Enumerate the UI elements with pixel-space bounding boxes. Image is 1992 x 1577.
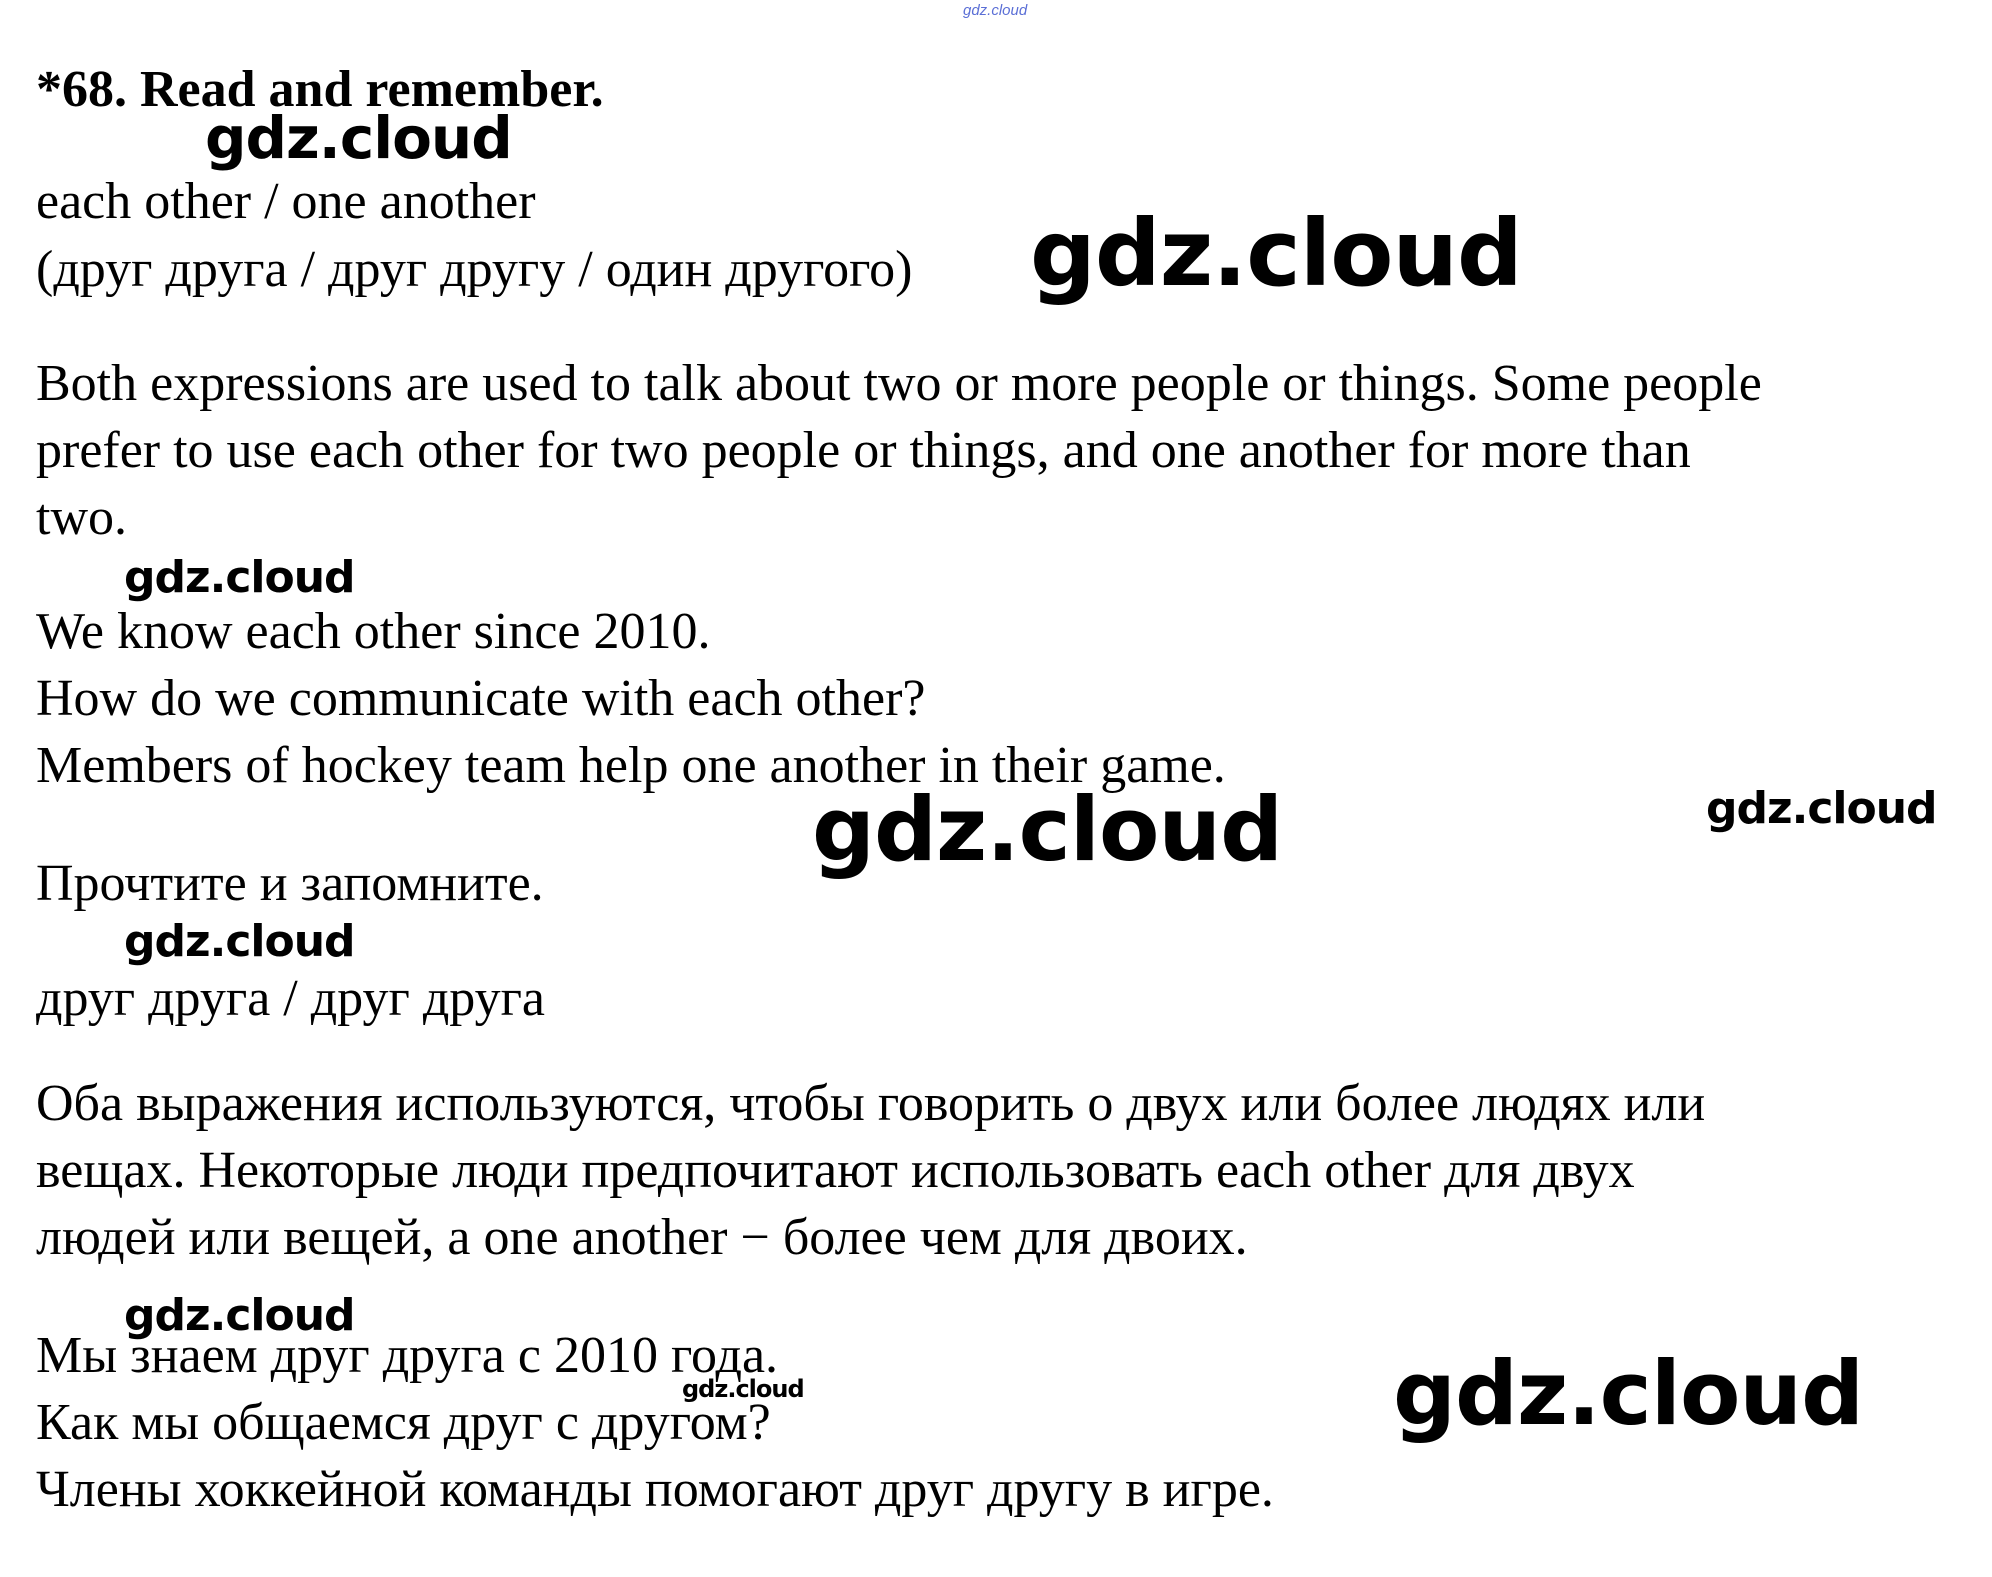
explanation-english [36, 350, 1981, 551]
watermark: gdz.cloud [812, 778, 1283, 881]
example-russian: Мы знаем друг друга с 2010 года. [36, 1327, 779, 1384]
watermark: gdz.cloud [1030, 200, 1522, 307]
explanation-russian-line: вещах. Некоторые люди предпочитают использовать each other для двух [36, 1142, 1635, 1199]
explanation-english-line: prefer to use each other for two people or things, and one another for more than [36, 422, 1691, 479]
watermark: gdz.cloud [124, 1290, 355, 1341]
translation-heading: Прочтите и запомните. [36, 855, 544, 912]
expression-translation: друг друга / друг друга [36, 970, 546, 1027]
watermark: gdz.cloud [124, 916, 355, 967]
watermark: gdz.cloud [124, 552, 355, 603]
example-russian: Члены хоккейной команды помогают друг другу в игре. [36, 1461, 1274, 1518]
examples-english [36, 598, 1981, 799]
exercise-heading: *68. Read and remember. [36, 61, 604, 118]
example-english: Members of hockey team help one another in their game. [36, 737, 1226, 794]
explanation-russian-line: Оба выражения используются, чтобы говорить о двух или более людях или [36, 1075, 1706, 1132]
watermark: gdz.cloud [682, 1375, 804, 1403]
explanation-russian-line: людей или вещей, а one another − более чем для двоих. [36, 1209, 1248, 1266]
expression-english: each other / one another [36, 173, 536, 230]
example-english: How do we communicate with each other? [36, 670, 926, 727]
explanation-russian [36, 1070, 1981, 1271]
explanation-english-line: two. [36, 489, 127, 546]
explanation-english-line: Both expressions are used to talk about two or more people or things. Some people [36, 355, 1762, 412]
expression-russian: (друг друга / друг другу / один другого) [36, 241, 913, 298]
watermark: gdz.cloud [1393, 1342, 1864, 1445]
example-russian: Как мы общаемся друг с другом? [36, 1394, 771, 1451]
watermark: gdz.cloud [205, 104, 512, 172]
watermark: gdz.cloud [1706, 783, 1937, 834]
example-english: We know each other since 2010. [36, 603, 711, 660]
watermark-top: gdz.cloud [963, 2, 1028, 19]
